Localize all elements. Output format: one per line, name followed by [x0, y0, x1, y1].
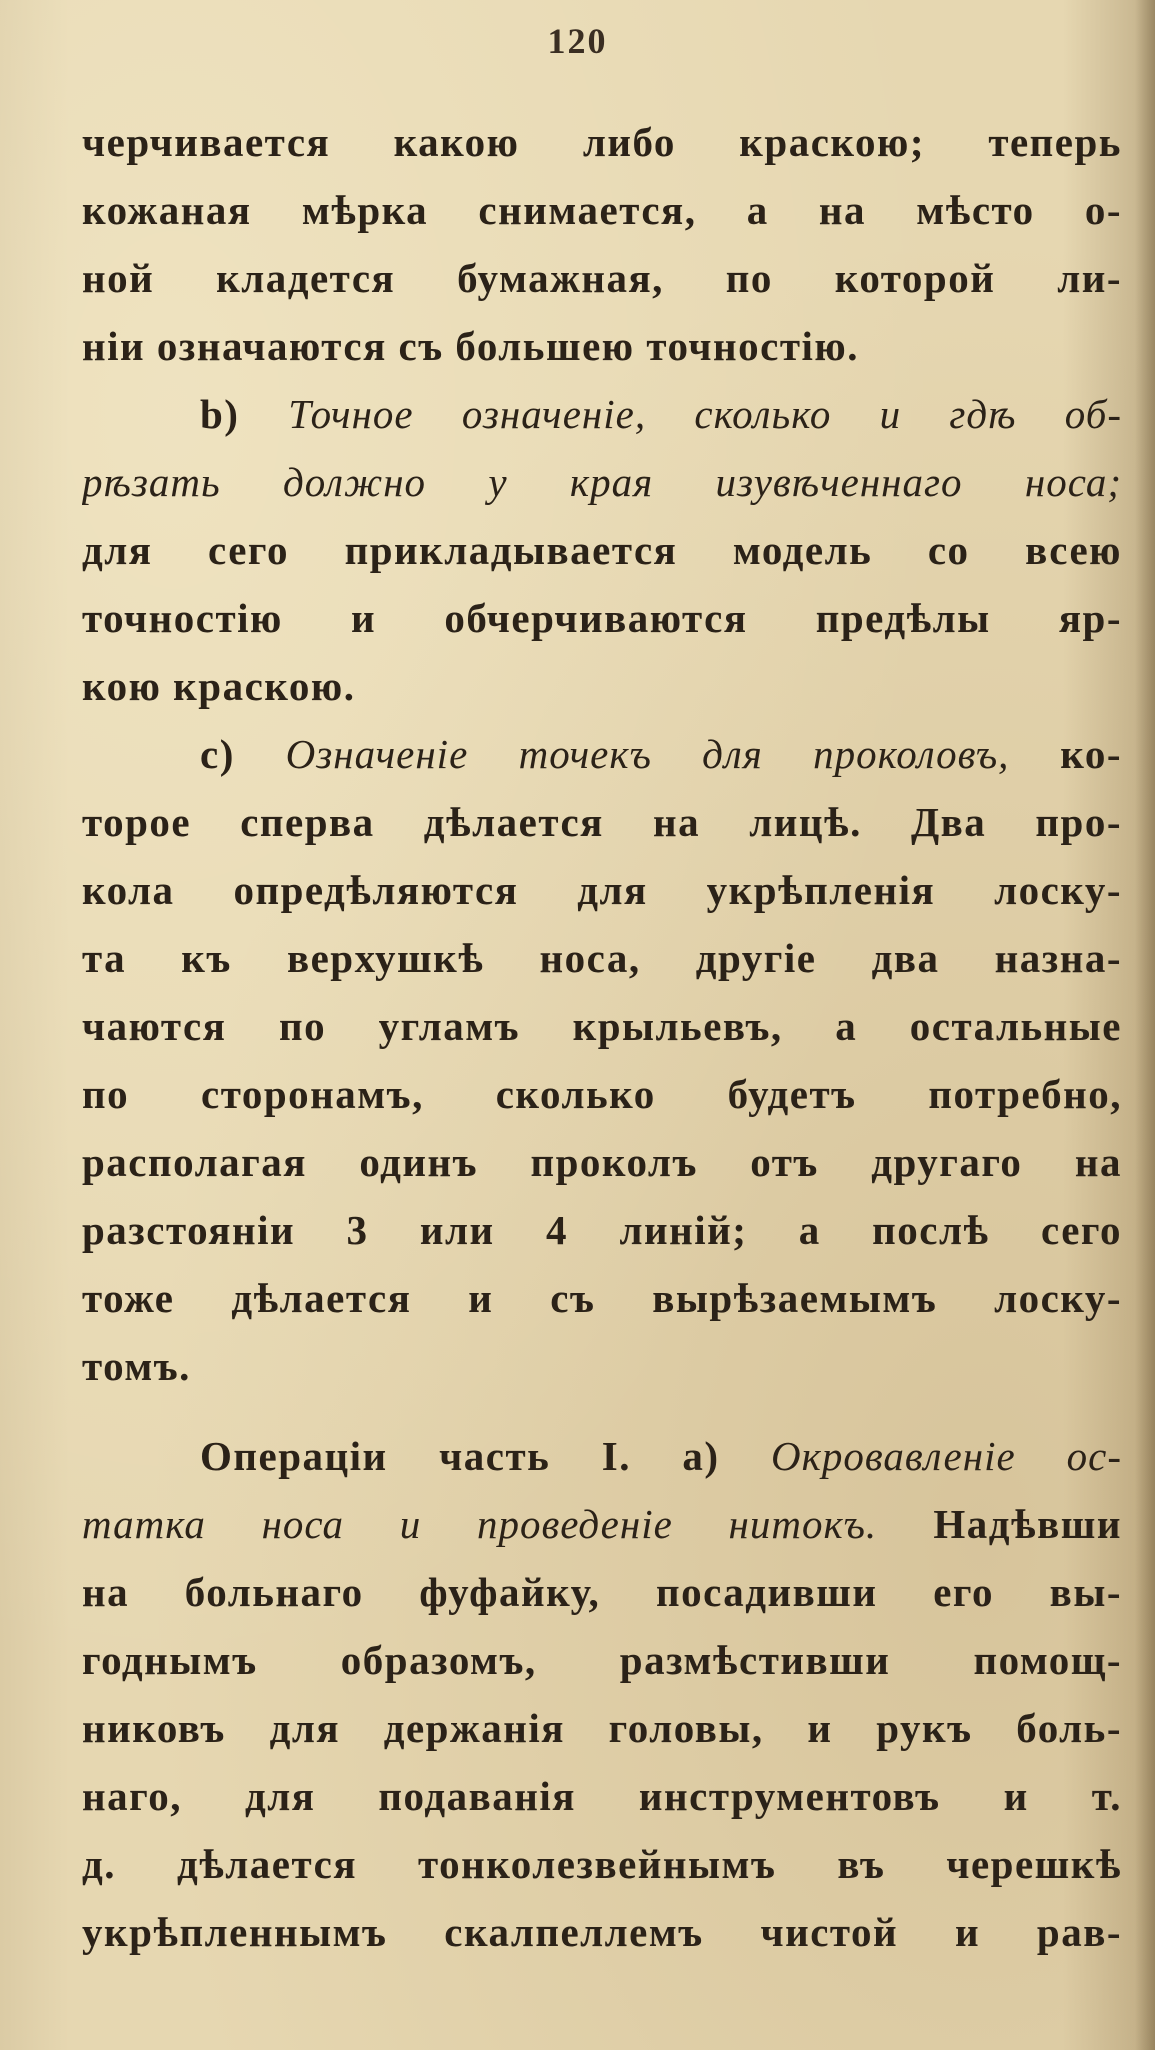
text-segment: кою краскою.	[82, 663, 356, 709]
text-segment: Надѣвши	[877, 1501, 1122, 1547]
text-line	[82, 924, 1122, 992]
text-segment: никовъ для держанiя головы, и рукъ боль-	[82, 1705, 1122, 1751]
text-line	[82, 1332, 1122, 1400]
body-text	[82, 108, 1122, 1966]
page-edge-shadow	[1135, 0, 1155, 2050]
text-segment: ной кладется бумажная, по которой ли-	[82, 255, 1122, 301]
italic-text: татка носа и проведенiе нитокъ.	[82, 1501, 878, 1547]
text-segment: наго, для подаванiя инструментовъ и т.	[82, 1773, 1122, 1819]
text-segment: та къ верхушкѣ носа, другiе два назна-	[82, 935, 1122, 981]
text-segment: томъ.	[82, 1343, 191, 1389]
text-line	[82, 1422, 1122, 1490]
text-segment: b)	[200, 391, 289, 437]
text-segment: располагая одинъ проколъ отъ другаго на	[82, 1139, 1122, 1185]
text-segment: ко-	[1009, 731, 1122, 777]
text-line	[82, 584, 1122, 652]
text-segment: Операцiи часть I. a)	[200, 1433, 772, 1479]
text-line	[82, 312, 1122, 380]
text-line	[82, 448, 1122, 516]
text-segment: для сего прикладывается модель со всею	[82, 527, 1122, 573]
text-line	[82, 380, 1122, 448]
text-line	[82, 720, 1122, 788]
text-line	[82, 1060, 1122, 1128]
text-segment: точностiю и обчерчиваются предѣлы яр-	[82, 595, 1122, 641]
text-line	[82, 244, 1122, 312]
text-line	[82, 176, 1122, 244]
text-line	[82, 1264, 1122, 1332]
text-segment: разстоянiи 3 или 4 линiй; а послѣ сего	[82, 1207, 1122, 1253]
text-segment: кожаная мѣрка снимается, а на мѣсто о-	[82, 187, 1122, 233]
text-line	[82, 1558, 1122, 1626]
text-line	[82, 1830, 1122, 1898]
italic-text: Окровавленiе ос-	[771, 1433, 1122, 1479]
text-segment: c)	[200, 731, 286, 777]
text-segment: чаются по угламъ крыльевъ, а остальные	[82, 1003, 1122, 1049]
text-segment: торое сперва дѣлается на лицѣ. Два про-	[82, 799, 1122, 845]
text-segment: укрѣпленнымъ скалпеллемъ чистой и рав-	[82, 1909, 1122, 1955]
italic-text: рѣзать должно у края изувѣченнаго носа;	[82, 459, 1122, 505]
text-line	[82, 992, 1122, 1060]
text-line	[82, 108, 1122, 176]
text-line	[82, 788, 1122, 856]
text-segment: кола опредѣляются для укрѣпленiя лоску-	[82, 867, 1122, 913]
italic-text: Означенiе точекъ для проколовъ,	[285, 731, 1010, 777]
text-line	[82, 516, 1122, 584]
text-segment: нiи означаются съ большею точностiю.	[82, 323, 859, 369]
text-segment: черчивается какою либо краскою; теперь	[82, 119, 1122, 165]
text-segment: д. дѣлается тонколезвейнымъ въ черешкѣ	[82, 1841, 1122, 1887]
text-line	[82, 1196, 1122, 1264]
text-line	[82, 1898, 1122, 1966]
text-segment: годнымъ образомъ, размѣстивши помощ-	[82, 1637, 1122, 1683]
page-number: 120	[547, 21, 608, 61]
text-line	[82, 1762, 1122, 1830]
text-segment: по сторонамъ, сколько будетъ потребно,	[82, 1071, 1122, 1117]
text-segment: на больнаго фуфайку, посадивши его вы-	[82, 1569, 1122, 1615]
text-line	[82, 856, 1122, 924]
text-line	[82, 1694, 1122, 1762]
text-line	[82, 652, 1122, 720]
text-line	[82, 1490, 1122, 1558]
italic-text: Точное означенiе, сколько и гдѣ об-	[288, 391, 1122, 437]
text-segment: тоже дѣлается и съ вырѣзаемымъ лоску-	[82, 1275, 1122, 1321]
text-line	[82, 1626, 1122, 1694]
text-line	[82, 1128, 1122, 1196]
